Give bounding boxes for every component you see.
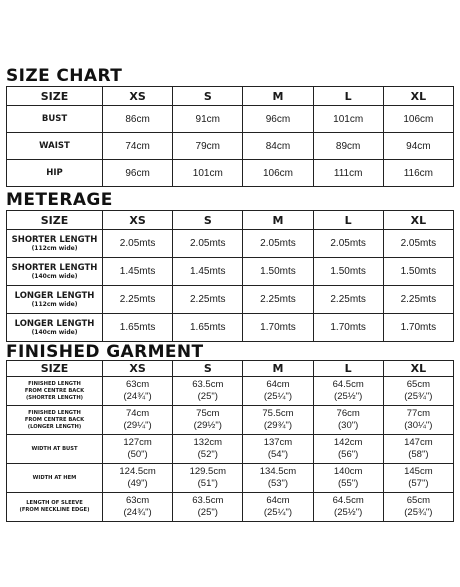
- table-header-row: [7, 211, 454, 230]
- table-cell: [103, 435, 173, 464]
- imperial-value: (25½"): [334, 391, 363, 402]
- row-label: [7, 464, 103, 493]
- imperial-value: (51"): [197, 478, 218, 489]
- row-label: [7, 314, 103, 342]
- size-chart-table: [6, 86, 454, 187]
- metric-value: 145cm: [404, 466, 433, 477]
- metric-value: 75cm: [196, 408, 220, 419]
- table-cell: [243, 435, 313, 464]
- header-cell: S: [173, 361, 243, 377]
- row-label: BUST: [7, 106, 103, 133]
- row-label-text: LONGER LENGTH: [14, 319, 95, 329]
- metric-value: 127cm: [123, 437, 152, 448]
- imperial-value: (25¾"): [404, 507, 433, 518]
- table-cell: [243, 377, 313, 406]
- imperial-value: (58"): [408, 449, 429, 460]
- header-cell: XL: [383, 211, 453, 230]
- size-chart-title: SIZE CHART: [6, 66, 123, 86]
- imperial-value: (57"): [408, 478, 429, 489]
- table-cell: 94cm: [383, 133, 453, 160]
- table-cell: [313, 377, 383, 406]
- table-row: [7, 258, 454, 286]
- table-cell: 86cm: [103, 106, 173, 133]
- metric-value: 64.5cm: [332, 495, 364, 506]
- metric-value: 77cm: [406, 408, 430, 419]
- table-row: [7, 314, 454, 342]
- table-cell: [383, 464, 453, 493]
- table-cell: 2.05mts: [313, 230, 383, 258]
- metric-value: 63.5cm: [192, 379, 224, 390]
- table-cell: 106cm: [243, 160, 313, 187]
- metric-value: 129.5cm: [189, 466, 226, 477]
- imperial-value: (25¾"): [404, 391, 433, 402]
- table-cell: [313, 406, 383, 435]
- table-cell: [383, 435, 453, 464]
- row-label-line: (SHORTER LENGTH): [25, 394, 84, 401]
- imperial-value: (50"): [127, 449, 148, 460]
- metric-value: 140cm: [333, 466, 363, 477]
- table-cell: 1.50mts: [313, 258, 383, 286]
- header-cell: SIZE: [7, 361, 103, 377]
- header-cell: M: [243, 211, 313, 230]
- table-cell: [383, 493, 453, 522]
- metric-value: 75.5cm: [262, 408, 294, 419]
- imperial-value: (54"): [267, 449, 289, 460]
- table-cell: 1.50mts: [243, 258, 313, 286]
- table-cell: [103, 493, 173, 522]
- table-cell: [103, 377, 173, 406]
- header-cell: XL: [383, 361, 453, 377]
- header-cell: M: [243, 361, 313, 377]
- table-cell: 1.70mts: [243, 314, 313, 342]
- row-label: [7, 258, 103, 286]
- table-row: [7, 160, 454, 187]
- table-row: [7, 435, 454, 464]
- imperial-value: (49"): [127, 478, 148, 489]
- table-cell: [103, 464, 173, 493]
- imperial-value: (24¾"): [123, 391, 152, 402]
- table-cell: 84cm: [243, 133, 313, 160]
- table-cell: 106cm: [383, 106, 453, 133]
- header-cell: XL: [383, 87, 453, 106]
- table-cell: 2.25mts: [243, 286, 313, 314]
- table-cell: 2.05mts: [383, 230, 453, 258]
- imperial-value: (30¼"): [404, 420, 433, 431]
- metric-value: 74cm: [125, 408, 150, 419]
- row-label-line: FROM CENTRE BACK: [24, 416, 85, 423]
- table-row: [7, 286, 454, 314]
- row-label-sub: (112cm wide): [31, 245, 78, 252]
- metric-value: 137cm: [263, 437, 293, 448]
- table-row: [7, 493, 454, 522]
- table-cell: 2.05mts: [173, 230, 243, 258]
- table-cell: 96cm: [243, 106, 313, 133]
- table-cell: 101cm: [173, 160, 243, 187]
- table-cell: [243, 406, 313, 435]
- table-header-row: [7, 361, 454, 377]
- metric-value: 134.5cm: [259, 466, 297, 477]
- table-cell: [313, 435, 383, 464]
- table-cell: 1.50mts: [383, 258, 453, 286]
- metric-value: 132cm: [193, 437, 223, 448]
- header-cell: L: [313, 87, 383, 106]
- table-cell: [173, 406, 243, 435]
- table-cell: 1.45mts: [103, 258, 173, 286]
- table-cell: [243, 464, 313, 493]
- metric-value: 147cm: [404, 437, 433, 448]
- table-cell: 1.65mts: [173, 314, 243, 342]
- row-label: [7, 435, 103, 464]
- table-cell: 1.70mts: [383, 314, 453, 342]
- header-cell: SIZE: [7, 87, 103, 106]
- table-cell: 2.25mts: [383, 286, 453, 314]
- table-cell: 2.25mts: [103, 286, 173, 314]
- table-row: [7, 464, 454, 493]
- header-cell: SIZE: [7, 211, 103, 230]
- imperial-value: (25½"): [334, 507, 363, 518]
- header-cell: S: [173, 87, 243, 106]
- table-cell: [173, 464, 243, 493]
- row-label-line: WIDTH AT HEM: [32, 474, 77, 481]
- row-label-sub: (140cm wide): [31, 273, 78, 280]
- table-cell: [313, 493, 383, 522]
- imperial-value: (25"): [197, 391, 218, 402]
- table-row: [7, 377, 454, 406]
- imperial-value: (24¾"): [123, 507, 152, 518]
- row-label-sub: (140cm wide): [31, 329, 78, 336]
- row-label-line: (LONGER LENGTH): [27, 423, 82, 430]
- table-cell: 2.05mts: [103, 230, 173, 258]
- table-cell: 1.70mts: [313, 314, 383, 342]
- row-label-line: FROM CENTRE BACK: [24, 387, 85, 394]
- imperial-value: (25¼"): [263, 507, 293, 518]
- imperial-value: (30"): [338, 420, 359, 431]
- row-label: HIP: [7, 160, 103, 187]
- header-cell: S: [173, 211, 243, 230]
- meterage-title: METERAGE: [6, 190, 113, 210]
- table-cell: [383, 377, 453, 406]
- header-cell: XS: [103, 211, 173, 230]
- table-cell: 74cm: [103, 133, 173, 160]
- table-row: [7, 406, 454, 435]
- table-cell: [173, 493, 243, 522]
- table-cell: 101cm: [313, 106, 383, 133]
- finished-garment-table: [6, 360, 454, 522]
- row-label-line: (FROM NECKLINE EDGE): [19, 507, 90, 513]
- header-cell: XS: [103, 361, 173, 377]
- metric-value: 63cm: [125, 495, 150, 506]
- header-cell: M: [243, 87, 313, 106]
- table-cell: [173, 377, 243, 406]
- imperial-value: (25¼"): [263, 391, 293, 402]
- imperial-value: (25"): [197, 507, 218, 518]
- imperial-value: (55"): [338, 478, 359, 489]
- table-cell: 111cm: [313, 160, 383, 187]
- table-row: [7, 106, 454, 133]
- table-cell: 96cm: [103, 160, 173, 187]
- imperial-value: (52"): [197, 449, 218, 460]
- row-label-text: SHORTER LENGTH: [11, 235, 98, 245]
- row-label-line: FINISHED LENGTH: [28, 409, 81, 416]
- metric-value: 63.5cm: [192, 495, 224, 506]
- meterage-table: [6, 210, 454, 342]
- header-cell: L: [313, 361, 383, 377]
- row-label: [7, 286, 103, 314]
- table-cell: 1.45mts: [173, 258, 243, 286]
- metric-value: 65cm: [406, 495, 430, 506]
- imperial-value: (56"): [338, 449, 359, 460]
- row-label-text: LONGER LENGTH: [14, 291, 95, 301]
- row-label-line: LENGTH OF SLEEVE: [26, 500, 83, 506]
- row-label-sub: (112cm wide): [31, 301, 78, 308]
- header-cell: L: [313, 211, 383, 230]
- table-row: [7, 133, 454, 160]
- table-cell: [103, 406, 173, 435]
- finished-garment-title: FINISHED GARMENT: [6, 342, 204, 362]
- metric-value: 76cm: [336, 408, 360, 419]
- table-cell: 1.65mts: [103, 314, 173, 342]
- table-cell: [243, 493, 313, 522]
- metric-value: 124.5cm: [119, 466, 156, 477]
- header-cell: XS: [103, 87, 173, 106]
- imperial-value: (29¾"): [263, 420, 293, 431]
- row-label: WAIST: [7, 133, 103, 160]
- imperial-value: (53"): [267, 478, 289, 489]
- table-cell: 91cm: [173, 106, 243, 133]
- metric-value: 65cm: [406, 379, 430, 390]
- table-cell: 2.25mts: [173, 286, 243, 314]
- table-header-row: [7, 87, 454, 106]
- row-label-line: WIDTH AT BUST: [31, 445, 78, 452]
- row-label: [7, 406, 103, 435]
- row-label: [7, 377, 103, 406]
- table-cell: [383, 406, 453, 435]
- metric-value: 142cm: [333, 437, 363, 448]
- table-cell: 89cm: [313, 133, 383, 160]
- imperial-value: (29¼"): [123, 420, 152, 431]
- row-label-line: FINISHED LENGTH: [28, 380, 81, 387]
- metric-value: 64cm: [266, 379, 290, 390]
- imperial-value: (29½"): [193, 420, 222, 431]
- metric-value: 63cm: [125, 379, 150, 390]
- table-row: [7, 230, 454, 258]
- row-label: [7, 230, 103, 258]
- table-cell: 2.25mts: [313, 286, 383, 314]
- row-label-text: SHORTER LENGTH: [11, 263, 98, 273]
- table-cell: [173, 435, 243, 464]
- table-cell: 2.05mts: [243, 230, 313, 258]
- table-cell: 116cm: [383, 160, 453, 187]
- metric-value: 64cm: [266, 495, 290, 506]
- table-cell: 79cm: [173, 133, 243, 160]
- metric-value: 64.5cm: [332, 379, 364, 390]
- row-label: [7, 493, 103, 522]
- table-cell: [313, 464, 383, 493]
